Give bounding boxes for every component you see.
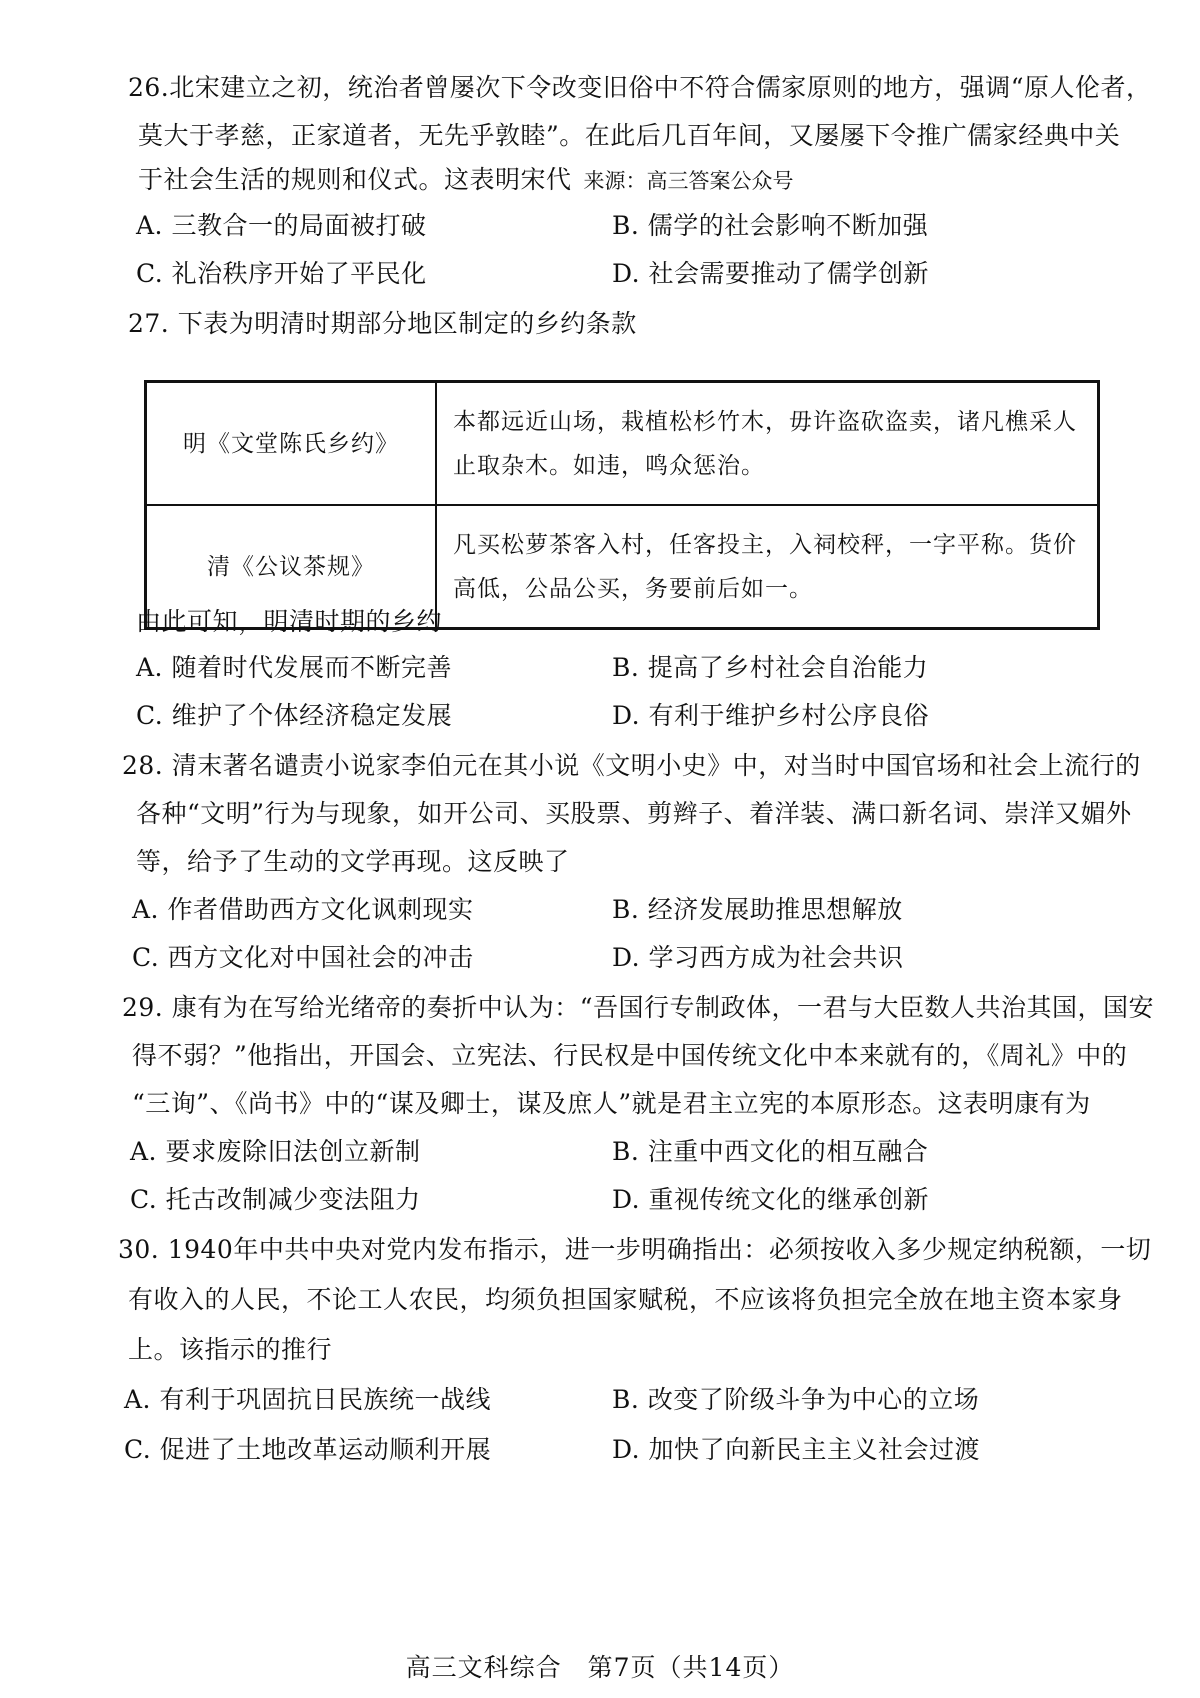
- q29-line1: 29. 康有为在写给光绪帝的奏折中认为：“吾国行专制政体，一君与大臣数人共治其国，国安: [122, 993, 1154, 1022]
- q29-option-b: B. 注重中西文化的相互融合: [612, 1137, 929, 1166]
- q27-option-c: C. 维护了个体经济稳定发展: [136, 701, 453, 730]
- q26-line2: 莫大于孝慈，正家道者，无先乎敦睦”。在此后几百年间，又屡屡下令推广儒家经典中关: [138, 121, 1121, 150]
- q27-after-table: 由此可知，明清时期的乡约: [136, 607, 443, 636]
- q30-line2: 有收入的人民，不论工人农民，均须负担国家赋税，不应该将负担完全放在地主资本家身: [128, 1285, 1123, 1314]
- table-cell-name: 清《公议茶规》: [146, 505, 437, 629]
- q26-option-a: A. 三教合一的局面被打破: [136, 211, 427, 240]
- q30-line1: 30. 1940年中共中央对党内发布指示，进一步明确指出：必须按收入多少规定纳税额，一切: [118, 1235, 1152, 1264]
- xiangyue-table: [144, 380, 1100, 630]
- q28-option-d: D. 学习西方成为社会共识: [612, 943, 904, 972]
- q30-option-b: B. 改变了阶级斗争为中心的立场: [612, 1385, 980, 1414]
- q28-option-b: B. 经济发展助推思想解放: [612, 895, 903, 924]
- q26-option-c: C. 礼治秩序开始了平民化: [136, 259, 427, 288]
- q30-option-c: C. 促进了土地改革运动顺利开展: [124, 1435, 492, 1464]
- q28-line1: 28. 清末著名谴责小说家李伯元在其小说《文明小史》中，对当时中国官场和社会上流行的: [122, 751, 1141, 780]
- q26-option-b: B. 儒学的社会影响不断加强: [612, 211, 929, 240]
- q30-option-a: A. 有利于巩固抗日民族统一战线: [124, 1385, 491, 1414]
- q29-line3: “三询”、《尚书》中的“谋及卿士，谋及庶人”就是君主立宪的本原形态。这表明康有为: [132, 1089, 1091, 1118]
- q29-option-d: D. 重视传统文化的继承创新: [612, 1185, 930, 1214]
- q28-option-a: A. 作者借助西方文化讽刺现实: [132, 895, 474, 924]
- table-cell-name: 明《文堂陈氏乡约》: [146, 382, 437, 506]
- q30-line3: 上。该指示的推行: [128, 1335, 333, 1364]
- source-watermark: 来源：高三答案公众号: [583, 169, 794, 193]
- q26-line1: 26.北宋建立之初，统治者曾屡次下令改变旧俗中不符合儒家原则的地方，强调“原人伦者，: [128, 73, 1152, 102]
- q28-line3: 等，给予了生动的文学再现。这反映了: [136, 847, 570, 876]
- q29-option-a: A. 要求废除旧法创立新制: [130, 1137, 421, 1166]
- q27-option-d: D. 有利于维护乡村公序良俗: [612, 701, 930, 730]
- q26-line3-text: 于社会生活的规则和仪式。这表明宋代: [138, 165, 572, 194]
- q27-stem: 27. 下表为明清时期部分地区制定的乡约条款: [128, 309, 637, 338]
- q29-line2: 得不弱？”他指出，开国会、立宪法、行民权是中国传统文化中本来就有的，《周礼》中的: [132, 1041, 1128, 1070]
- q26-line3: [138, 164, 794, 197]
- q27-option-a: A. 随着时代发展而不断完善: [136, 653, 452, 682]
- table-cell-content: 本都远近山场，栽植松杉竹木，毋许盗砍盗卖，诸凡樵采人止取杂木。如违，鸣众惩治。: [436, 382, 1099, 506]
- table-cell-content: 凡买松萝茶客入村，任客投主，入祠校秤，一字平称。货价高低，公品公买，务要前后如一。: [436, 505, 1099, 629]
- q28-option-c: C. 西方文化对中国社会的冲击: [132, 943, 474, 972]
- q27-option-b: B. 提高了乡村社会自治能力: [612, 653, 929, 682]
- q29-option-c: C. 托古改制减少变法阻力: [130, 1185, 421, 1214]
- page-footer: 高三文科综合 第7页（共14页）: [405, 1653, 795, 1682]
- q30-option-d: D. 加快了向新民主主义社会过渡: [612, 1435, 981, 1464]
- q28-line2: 各种“文明”行为与现象，如开公司、买股票、剪辫子、着洋装、满口新名词、崇洋又媚外: [136, 799, 1132, 828]
- table-row: [146, 382, 1099, 506]
- q26-option-d: D. 社会需要推动了儒学创新: [612, 259, 930, 288]
